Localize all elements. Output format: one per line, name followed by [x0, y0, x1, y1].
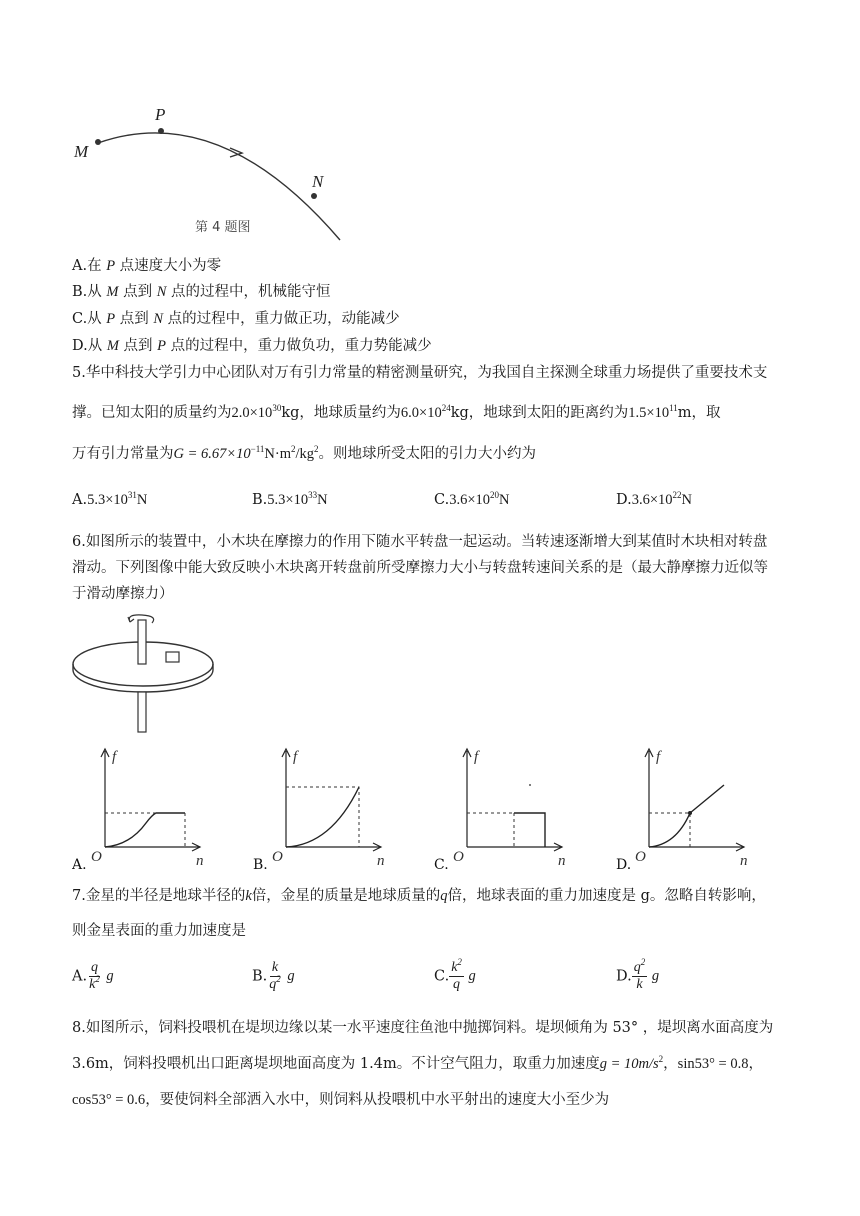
- graph-a-curve: [105, 813, 185, 847]
- q7-stem-line2: 则金星表面的重力加速度是: [72, 923, 246, 939]
- y-axis-label: f: [293, 749, 298, 765]
- q4-option-a: A.在 P 点速度大小为零: [72, 258, 222, 274]
- point-N: [311, 193, 317, 199]
- q6-graph-d: [616, 743, 791, 873]
- q6-graph-b: [253, 743, 428, 873]
- label-P: P: [155, 105, 166, 124]
- x-axis-label: n: [377, 853, 385, 869]
- x-axis-label: n: [740, 853, 748, 869]
- graph-d-point: [688, 811, 692, 815]
- origin-label: O: [635, 849, 646, 865]
- q7-option-c: C. $\frac{k^2}{q}$ g: [434, 957, 476, 992]
- y-axis-label: f: [112, 749, 117, 765]
- q5-option-b: $B.5.3\times 10^{33}N$: [252, 490, 328, 508]
- q6-graph-a: [72, 743, 247, 873]
- graph-c-dot: [529, 784, 531, 786]
- origin-label: O: [272, 849, 283, 865]
- q6-stem-line1: 6.如图所示的装置中，小木块在摩擦力的作用下随水平转盘一起运动。当转速逐渐增大到某值时木块相对转盘: [72, 534, 768, 550]
- axle-bottom: [138, 692, 146, 732]
- q5-option-a: $A.5.3\times 10^{31}N$: [72, 490, 148, 508]
- fig4-caption: 第 4 题图: [195, 220, 251, 235]
- graph-c-step: [514, 813, 545, 847]
- graph-b-dashed: [286, 787, 359, 847]
- origin-label: O: [91, 849, 102, 865]
- graph-c-dashed: [467, 813, 514, 847]
- graph-option-label: A.: [72, 857, 87, 873]
- graph-d-curve: [649, 785, 724, 847]
- q6-stem-line3: 于滑动摩擦力）: [72, 586, 174, 602]
- q4-option-d: D.从 M 点到 P 点的过程中，重力做负功，重力势能减少: [72, 338, 432, 354]
- origin-label: O: [453, 849, 464, 865]
- graph-option-label: C.: [434, 857, 449, 873]
- q8-stem-line1: 8.如图所示，饲料投喂机在堤坝边缘以某一水平速度往鱼池中抛掷饲料。堤坝倾角为 53° ，堤坝离水面高度为: [72, 1020, 774, 1036]
- q4-option-b: B.从 M 点到 N 点的过程中，机械能守恒: [72, 284, 331, 300]
- graph-d-dashed: [649, 813, 690, 847]
- q5-option-d: $D.3.6\times 10^{22}N$: [616, 490, 693, 508]
- q7-option-d: D. $\frac{q^2}{k}$ g: [616, 957, 660, 992]
- y-axis-label: f: [656, 749, 661, 765]
- y-axis-label: f: [474, 749, 479, 765]
- q5-stem-line2: 撑。已知太阳的质量约为$2.0\times 10^{30}kg$，地球质量约为$6.0\times 10^{24}kg$，地球到太阳的距离约为$1.5\times 10^{11}m$，取: [72, 403, 721, 421]
- label-N: N: [312, 172, 324, 191]
- graph-a-dashed: [105, 813, 185, 847]
- x-axis-label: n: [196, 853, 204, 869]
- point-P: [158, 128, 164, 134]
- point-M: [95, 139, 101, 145]
- x-axis-label: n: [558, 853, 566, 869]
- wooden-block: [166, 652, 179, 662]
- q7-option-b: B. $\frac{k}{q^2}$ g: [252, 960, 295, 992]
- fig4-trajectory-diagram: [60, 95, 360, 250]
- q5-stem-line1: 5.华中科技大学引力中心团队对万有引力常量的精密测量研究，为我国自主探测全球重力场提供了重要技术支: [72, 365, 768, 381]
- q8-stem-line3: cos53° = 0.6，要使饲料全部洒入水中，则饲料从投喂机中水平射出的速度大小至少为: [72, 1092, 610, 1108]
- q5-option-c: $C.3.6\times 10^{20}N$: [434, 490, 510, 508]
- q5-stem-line3: 万有引力常量为$G = 6.67\times 10^{-11}N\cdot m^2/kg^2$。则地球所受太阳的引力大小约为: [72, 444, 537, 462]
- graph-option-label: D.: [616, 857, 632, 873]
- label-M: M: [74, 142, 89, 161]
- q4-option-c: C.从 P 点到 N 点的过程中，重力做正功，动能减少: [72, 311, 400, 327]
- graph-b-curve: [286, 787, 359, 847]
- graph-option-label: B.: [253, 857, 268, 873]
- q8-stem-line2: 3.6m，饲料投喂机出口距离堤坝地面高度为 1.4m。不计空气阻力，取重力加速度$g = 10m/s^2$，sin53° = 0.8，: [72, 1054, 763, 1072]
- turntable-diagram: [68, 612, 243, 737]
- q6-graph-c: [434, 743, 609, 873]
- q7-option-a: A. $\frac{q}{k^2}$ g: [72, 960, 114, 992]
- q7-stem-line1: 7.金星的半径是地球半径的k倍，金星的质量是地球质量的q倍，地球表面的重力加速度是 g。忽略自转影响，: [72, 888, 766, 904]
- axle-top: [138, 620, 146, 664]
- q6-stem-line2: 滑动。下列图像中能大致反映小木块离开转盘前所受摩擦力大小与转盘转速间关系的是（最大静摩擦力近似等: [72, 560, 768, 576]
